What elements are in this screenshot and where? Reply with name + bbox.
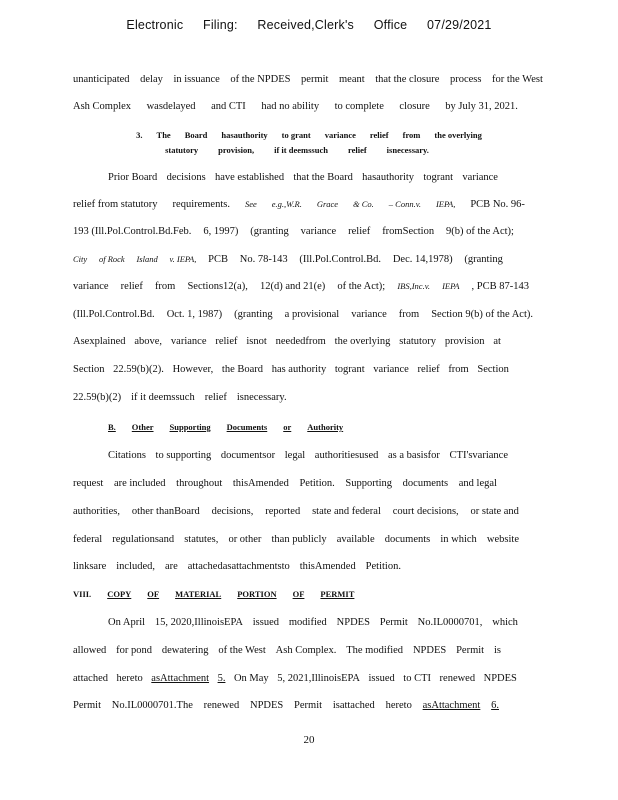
text-word: isnecessary. (236, 392, 287, 403)
text-word: relief (204, 392, 227, 403)
text-word: for pond (116, 645, 152, 656)
text-word: of the West (218, 645, 266, 656)
text-word: Permit (73, 700, 101, 711)
page-number: 20 (303, 734, 315, 746)
text-word: linksare (73, 561, 107, 572)
text-word: relief (348, 226, 371, 237)
text-word: relief (120, 281, 143, 292)
attachment-5-ref: asAttachment (151, 673, 210, 684)
section-heading-b (108, 422, 359, 432)
text-word: the overlying (334, 336, 391, 347)
text-word: Ash Complex. (275, 645, 337, 656)
text-word: relief (347, 145, 367, 155)
text-word: Petition. (365, 561, 401, 572)
text-word: – Conn.v. (388, 199, 421, 209)
text-word: Section 9(b) of the Act). (431, 309, 533, 320)
filing-stamp-header (0, 18, 618, 32)
text-word: website (486, 534, 519, 545)
text-word: meant (339, 74, 365, 85)
text-word: fromSection (382, 226, 435, 237)
para2-line5 (73, 281, 529, 292)
text-word: Citations (108, 450, 146, 461)
text-word: IBS,Inc.v. (397, 281, 430, 291)
text-word: from (402, 130, 421, 140)
text-word: included, (116, 561, 155, 572)
para2-line2 (73, 199, 525, 210)
text-word: IEPA (442, 281, 460, 291)
para4-line4 (73, 700, 499, 711)
text-word: requirements. (172, 199, 230, 210)
text-word: relief (417, 364, 440, 375)
text-word: 22.59(b)(2). (113, 364, 164, 375)
text-word: 5. (217, 673, 226, 684)
text-word: request (73, 478, 104, 489)
text-word: togrant (423, 172, 454, 183)
text-word: allowed (73, 645, 107, 656)
text-word: PERMIT (320, 589, 355, 599)
text-word: NPDES (249, 700, 284, 711)
text-word: is (493, 645, 501, 656)
text-word: that the Board (293, 172, 353, 183)
text-word: at (493, 336, 501, 347)
text-word: Permit (456, 645, 485, 656)
para3-line3 (73, 506, 519, 517)
text-word: attached (73, 673, 108, 684)
text-word: regulationsand (112, 534, 175, 545)
text-word: attachedasattachmentsto (187, 561, 290, 572)
text-word: unanticipated (73, 74, 130, 85)
text-word: variance (73, 281, 109, 292)
para2-line1 (108, 172, 498, 183)
text-word: NPDES (483, 673, 517, 684)
para2-line3 (73, 226, 514, 237)
text-word: Other (131, 422, 154, 432)
text-group (165, 145, 429, 155)
text-word: authorities, (73, 506, 120, 517)
para2-line4 (73, 254, 503, 265)
text-word: for the West (492, 74, 543, 85)
text-word: to complete (334, 101, 384, 112)
text-word: isattached (332, 700, 375, 711)
text-word: variance (373, 364, 409, 375)
text-word: which (492, 617, 518, 628)
text-word: has authority (271, 364, 327, 375)
text-word: No.IL0000701.The (111, 700, 193, 711)
text-word: relief (369, 130, 389, 140)
text-word: Ash Complex (73, 101, 132, 112)
text-word: OF (292, 589, 305, 599)
section-heading-viii (73, 589, 386, 599)
text-word: are (164, 561, 178, 572)
text-word: documentsor (220, 450, 276, 461)
text-word: (Ill.Pol.Control.Bd. (299, 254, 382, 265)
text-word: modified (288, 617, 327, 628)
text-word: Authority (307, 422, 344, 432)
text-word: (granting (464, 254, 503, 265)
text-word: NPDES (412, 645, 447, 656)
text-word: Documents (226, 422, 268, 432)
text-word: throughout (176, 478, 223, 489)
text-word: Prior Board (108, 172, 158, 183)
text-word: Supporting (169, 422, 211, 432)
text-word: Permit (294, 700, 323, 711)
text-word: provision (444, 336, 485, 347)
text-word: The (156, 130, 171, 140)
text-word: by July 31, 2021. (445, 101, 518, 112)
para2-line7 (73, 336, 501, 347)
text-word: from (448, 364, 469, 375)
header-word: Electronic (126, 18, 184, 32)
text-word: Petition. (299, 478, 335, 489)
text-word: are included (113, 478, 166, 489)
text-group (136, 130, 482, 140)
section-heading-3-line2 (0, 145, 606, 155)
text-word: statutory (165, 145, 199, 155)
text-word: statutes, (184, 534, 219, 545)
text-word: NPDES (336, 617, 370, 628)
text-word: decisions, (211, 506, 254, 517)
text-word: from (398, 309, 420, 320)
text-word: isnot (246, 336, 267, 347)
text-word: 22.59(b)(2) (73, 392, 122, 403)
text-word: of the Act); (337, 281, 386, 292)
text-word: IEPA, (435, 199, 456, 209)
para3-line1 (108, 450, 508, 461)
text-word: Grace (316, 199, 339, 209)
text-word: No. 78-143 (239, 254, 288, 265)
attachment-6-ref: asAttachment (422, 700, 481, 711)
para1-line2 (73, 101, 518, 112)
text-word: neededfrom (275, 336, 326, 347)
header-word: Received,Clerk's (257, 18, 355, 32)
text-word: authoritiesused (314, 450, 379, 461)
text-word: to grant (281, 130, 311, 140)
text-word: 5, 2021,IllinoisEPA (277, 673, 360, 684)
text-word: issued (252, 617, 280, 628)
text-word: PORTION (237, 589, 277, 599)
text-word: that the closure (375, 74, 440, 85)
text-word: 193 (Ill.Pol.Control.Bd.Feb. (73, 226, 192, 237)
text-word: e.g.,W.R. (271, 199, 302, 209)
text-word: relief (215, 336, 238, 347)
text-word: in issuance (173, 74, 220, 85)
text-word: state and federal (312, 506, 381, 517)
text-word: OF (147, 589, 160, 599)
text-word: or state and (470, 506, 519, 517)
text-word: PCB (208, 254, 228, 265)
para2-line8 (73, 364, 509, 375)
text-word: Section (477, 364, 509, 375)
text-word: renewed (203, 700, 240, 711)
text-word: or other (228, 534, 262, 545)
text-word: legal (284, 450, 306, 461)
text-word: The modified (346, 645, 404, 656)
text-word: reported (265, 506, 301, 517)
text-word: hereto (385, 700, 412, 711)
text-word: See (244, 199, 257, 209)
text-word: hasauthority (362, 172, 415, 183)
text-word: issued (368, 673, 395, 684)
text-word: 9(b) of the Act); (446, 226, 514, 237)
text-word: hereto (116, 673, 143, 684)
text-word: togrant (334, 364, 365, 375)
text-word: in which (440, 534, 477, 545)
text-word: variance (351, 309, 387, 320)
text-word: MATERIAL (175, 589, 222, 599)
text-word: a provisional (284, 309, 340, 320)
para2-line6 (73, 309, 533, 320)
text-word: 12(d) and 21(e) (259, 281, 326, 292)
text-word: However, (172, 364, 214, 375)
text-word: PCB No. 96- (470, 199, 525, 210)
text-word: documents (402, 478, 449, 489)
text-word: closure (399, 101, 430, 112)
text-word: Board (184, 130, 208, 140)
text-word: of Rock (98, 254, 125, 264)
text-word: and legal (458, 478, 497, 489)
text-word: hasauthority (221, 130, 268, 140)
text-word: Island (136, 254, 158, 264)
text-word: Permit (379, 617, 408, 628)
text-word: , PCB 87-143 (471, 281, 529, 292)
text-group (107, 589, 370, 599)
text-word: process (449, 74, 482, 85)
header-word: Filing: (202, 18, 238, 32)
header-word: Office (373, 18, 408, 32)
text-word: court decisions, (392, 506, 459, 517)
text-word: dewatering (161, 645, 209, 656)
text-word: federal (73, 534, 103, 545)
text-word: v. IEPA, (169, 254, 197, 264)
text-word: & Co. (353, 199, 374, 209)
text-word: (Ill.Pol.Control.Bd. (73, 309, 155, 320)
text-word: 6, 1997) (203, 226, 239, 237)
text-word: COPY (107, 589, 132, 599)
text-word: variance (324, 130, 356, 140)
text-word: (granting (234, 309, 273, 320)
text-word: 15, 2020,IllinoisEPA (154, 617, 243, 628)
text-word: wasdelayed (146, 101, 196, 112)
text-word: have established (214, 172, 285, 183)
text-word: decisions (166, 172, 206, 183)
text-word: or (283, 422, 292, 432)
text-word: VIII. (73, 589, 92, 599)
text-word: thisAmended (299, 561, 356, 572)
text-word: thisAmended (232, 478, 289, 489)
text-word: delay (140, 74, 163, 85)
text-word: 6. (491, 700, 499, 711)
text-word: provision, (218, 145, 255, 155)
text-word: to CTI (403, 673, 431, 684)
text-word: Sections12(a), (187, 281, 248, 292)
text-word: permit (301, 74, 329, 85)
text-word: statutory (399, 336, 436, 347)
text-word: Dec. 14,1978) (392, 254, 453, 265)
section-heading-3 (0, 130, 618, 140)
text-word: No.IL0000701, (417, 617, 483, 628)
para2-line9 (73, 392, 543, 403)
text-word: Oct. 1, 1987) (166, 309, 223, 320)
text-word: renewed (439, 673, 476, 684)
text-word: documents (384, 534, 431, 545)
para3-line4 (73, 534, 519, 545)
text-word: isnecessary. (386, 145, 429, 155)
text-word: CTI'svariance (449, 450, 508, 461)
para4-line2 (73, 645, 501, 656)
text-word: from (154, 281, 176, 292)
header-word: 07/29/2021 (427, 18, 492, 32)
text-word: variance (462, 172, 498, 183)
text-word: other thanBoard (131, 506, 200, 517)
text-word: above, (134, 336, 163, 347)
text-word: available (336, 534, 375, 545)
para3-line5 (73, 561, 401, 572)
text-word: if it deemssuch (131, 392, 195, 403)
text-word: had no ability (261, 101, 320, 112)
text-word: 3. (136, 130, 143, 140)
para1-line1 (73, 74, 543, 85)
text-word: variance (170, 336, 207, 347)
text-word: of the NPDES (230, 74, 291, 85)
text-word: and CTI (211, 101, 246, 112)
text-word: Section (73, 364, 105, 375)
text-word: On April (108, 617, 146, 628)
text-word: the Board (221, 364, 264, 375)
text-word: (granting (250, 226, 289, 237)
para3-line2 (73, 478, 497, 489)
text-word: if it deemssuch (274, 145, 328, 155)
para4-line1 (108, 617, 518, 628)
text-word: On May (233, 673, 269, 684)
text-word: as a basisfor (388, 450, 440, 461)
text-word: B. (108, 422, 116, 432)
text-word: the overlying (434, 130, 482, 140)
para4-line3 (73, 673, 517, 684)
text-word: Supporting (345, 478, 393, 489)
text-word: than publicly (271, 534, 327, 545)
text-word: Asexplained (73, 336, 126, 347)
text-word: relief from statutory (73, 199, 158, 210)
text-word: to supporting (155, 450, 212, 461)
text-word: City (73, 254, 88, 264)
text-word: variance (300, 226, 337, 237)
